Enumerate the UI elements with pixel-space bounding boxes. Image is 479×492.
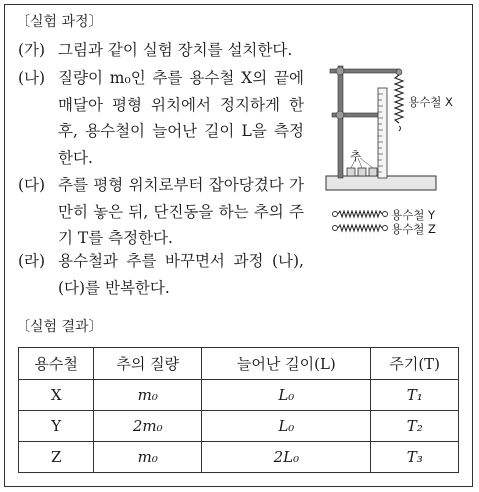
table-header-row bbox=[19, 348, 459, 380]
table-cell: L₀ bbox=[202, 411, 371, 442]
column-header: 주기(T) bbox=[371, 348, 459, 380]
table-cell: T₂ bbox=[371, 411, 459, 442]
table-cell: Y bbox=[19, 411, 94, 442]
table-row bbox=[19, 411, 459, 442]
table-cell: L₀ bbox=[202, 380, 371, 411]
spring-y-coil bbox=[338, 211, 382, 217]
table-row bbox=[19, 442, 459, 473]
step-ra bbox=[18, 248, 304, 301]
apparatus-figure bbox=[316, 58, 466, 248]
weights-label: 추 bbox=[350, 149, 362, 163]
step-text: 추를 평형 위치로부터 잡아당겼다 가만히 놓은 뒤, 단진동을 하는 추의 주기 T를 측정한다. bbox=[58, 176, 304, 247]
spring-z-coil bbox=[338, 225, 382, 231]
spring-x-label: 용수철 X bbox=[408, 95, 453, 109]
table-cell: m₀ bbox=[94, 442, 202, 473]
column-header: 추의 질량 bbox=[94, 348, 202, 380]
step-label: (가) bbox=[18, 41, 46, 59]
step-label: (라) bbox=[18, 252, 46, 270]
ruler bbox=[378, 88, 387, 178]
stand-rod bbox=[338, 66, 343, 178]
table-cell: X bbox=[19, 380, 94, 411]
table-cell: m₀ bbox=[94, 380, 202, 411]
spring-x-coil bbox=[395, 75, 403, 123]
table-cell: Z bbox=[19, 442, 94, 473]
table-cell: 2m₀ bbox=[94, 411, 202, 442]
step-na bbox=[18, 65, 304, 171]
table-row bbox=[19, 380, 459, 411]
table-cell: T₃ bbox=[371, 442, 459, 473]
spring-z-label: 용수철 Z bbox=[391, 222, 436, 236]
step-label: (다) bbox=[18, 176, 46, 194]
step-ga bbox=[18, 37, 304, 64]
results-table bbox=[18, 347, 459, 473]
column-header: 늘어난 길이(L) bbox=[202, 348, 371, 380]
process-section-title: 〔실험 과정〕 bbox=[16, 14, 103, 30]
weights bbox=[347, 168, 377, 176]
result-section-title: 〔실험 결과〕 bbox=[16, 319, 103, 335]
step-text: 질량이 m₀인 추를 용수철 X의 끝에 매달아 평형 위치에서 정지하게 한 후, 용수철이 늘어난 길이 L을 측정한다. bbox=[58, 69, 304, 167]
step-label: (나) bbox=[18, 69, 46, 87]
table-cell: 2L₀ bbox=[202, 442, 371, 473]
column-header: 용수철 bbox=[19, 348, 94, 380]
table-cell: T₁ bbox=[371, 380, 459, 411]
spring-y-label: 용수철 Y bbox=[391, 208, 436, 222]
step-da bbox=[18, 172, 304, 252]
step-text: 그림과 같이 실험 장치를 설치한다. bbox=[58, 41, 293, 59]
step-text: 용수철과 추를 바꾸면서 과정 (나), (다)를 반복한다. bbox=[58, 252, 304, 297]
